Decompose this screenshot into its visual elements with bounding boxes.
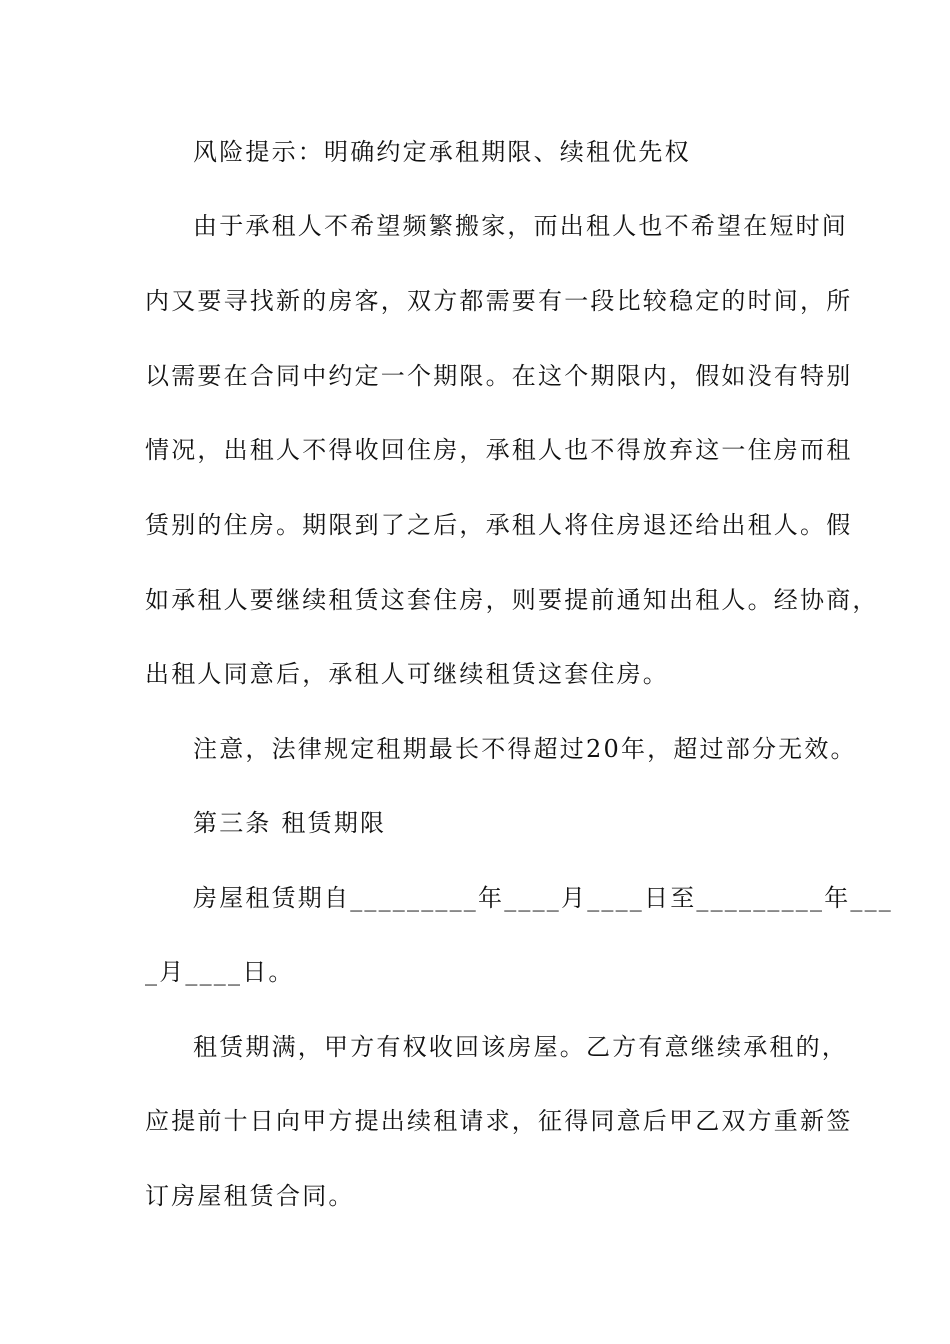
lease-term-line: _月____日。 (145, 958, 295, 986)
paragraph-line: 应提前十日向甲方提出续租请求，征得同意后甲乙双方重新签 (145, 1107, 853, 1135)
paragraph-line: 内又要寻找新的房客，双方都需要有一段比较稳定的时间，所 (145, 287, 853, 315)
paragraph-line: 由于承租人不希望频繁搬家，而出租人也不希望在短时间 (193, 212, 848, 240)
paragraph-line: 如承租人要继续租赁这套住房，则要提前通知出租人。经协商， (145, 586, 879, 614)
paragraph-line: 以需要在合同中约定一个期限。在这个期限内，假如没有特别 (145, 362, 853, 390)
paragraph-line: 租赁期满，甲方有权收回该房屋。乙方有意继续承租的， (193, 1033, 848, 1061)
paragraph-line: 出租人同意后，承租人可继续租赁这套住房。 (145, 660, 669, 688)
note-line: 注意，法律规定租期最长不得超过20年，超过部分无效。 (193, 735, 857, 763)
lease-term-line: 房屋租赁期自_________年____月____日至_________年___ (193, 884, 893, 912)
article-heading: 第三条 租赁期限 (193, 809, 387, 837)
paragraph-line: 情况，出租人不得收回住房，承租人也不得放弃这一住房而租 (145, 436, 853, 464)
risk-tip-heading: 风险提示：明确约定承租期限、续租优先权 (193, 138, 691, 166)
paragraph-line: 订房屋租赁合同。 (145, 1182, 355, 1210)
paragraph-line: 赁别的住房。期限到了之后，承租人将住房退还给出租人。假 (145, 511, 853, 539)
